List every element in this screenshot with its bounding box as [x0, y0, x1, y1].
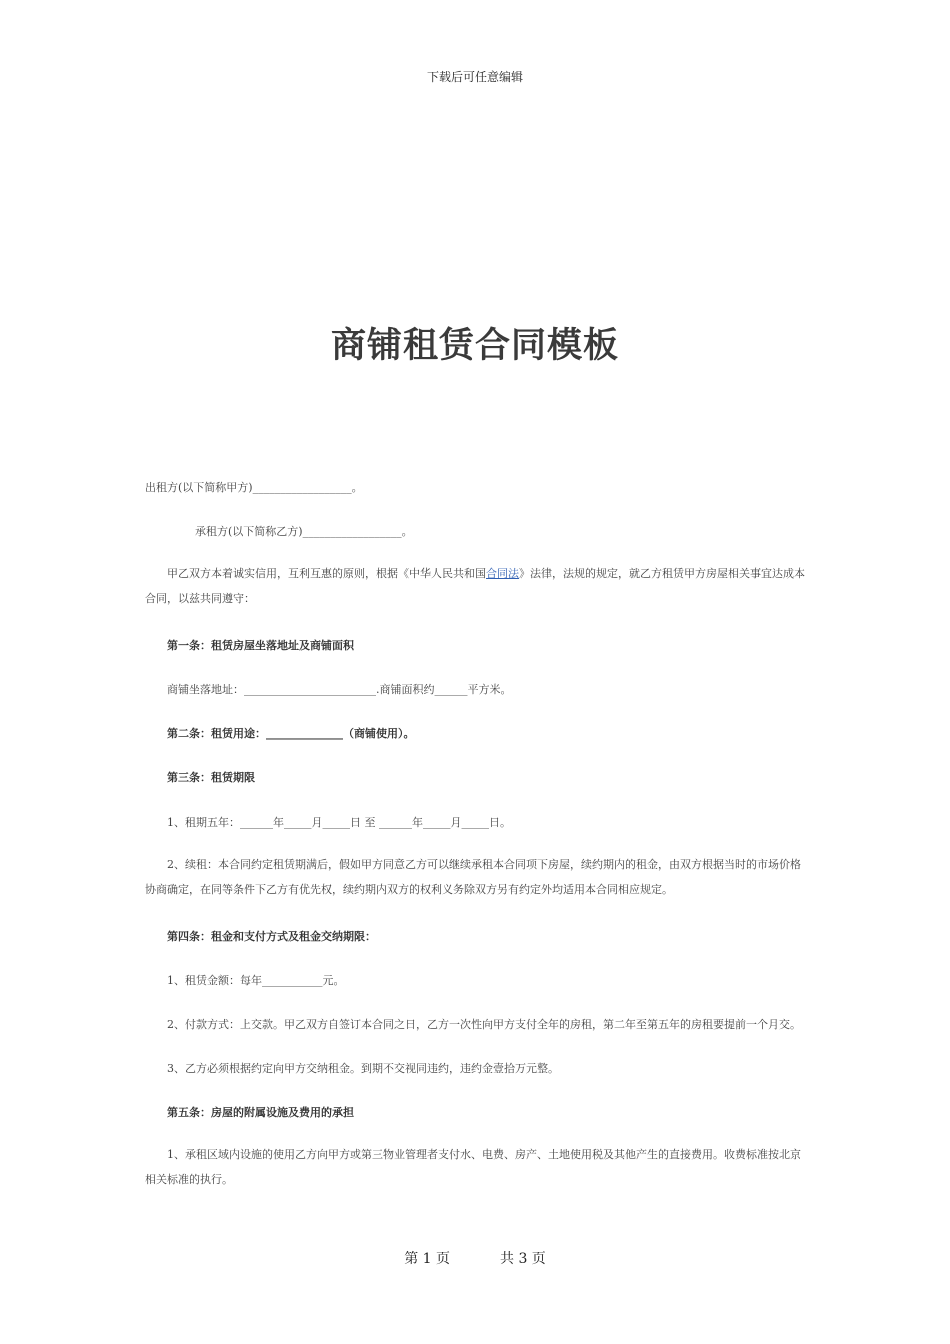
article4-penalty-line: 3、乙方必须根据约定向甲方交纳租金。到期不交视同违约，违约金壹拾万元整。: [167, 1062, 559, 1075]
header-note: 下载后可任意编辑: [426, 70, 523, 84]
article5-facilities-paragraph: 1、承租区域内设施的使用乙方向甲方或第三物业管理者支付水、电费、房产、土地使用税及其他产生的直接费用。收费标准按北京相关标准的执行。: [145, 1148, 801, 1186]
document-title: 商铺租赁合同模板: [330, 325, 619, 366]
article5-heading: 第五条：房屋的附属设施及费用的承担: [167, 1106, 354, 1119]
article3-heading: 第三条：租赁期限: [167, 771, 255, 784]
article4-rent-line: 1、租赁金额：每年___________元。: [167, 974, 345, 987]
article3-renewal-paragraph: 2、续租：本合同约定租赁期满后，假如甲方同意乙方可以继续承租本合同项下房屋，续约期内的租金，由双方根据当时的市场价格协商确定，在同等条件下乙方有优先权，续约期内双方的权利义务除双方另有约定外均适用本合同相应规定。: [145, 858, 801, 896]
article2-heading: 第二条：租赁用途：______________（商铺使用）。: [167, 727, 415, 740]
preamble-text-end: 》法律，法规的规定，就乙方租赁甲方房屋相关事宜达成本合同，以兹共同遵守：: [145, 567, 805, 605]
article3-term-line: 1、租期五年：______年_____月_____日 至 ______年_____月_____日。: [167, 816, 511, 829]
article1-address-line: 商铺坐落地址：________________________.商铺面积约______平方米。: [167, 683, 512, 696]
page-number: 第 1 页: [404, 1251, 450, 1267]
lessee-line: 承租方(以下简称乙方)__________________。: [195, 525, 413, 538]
preamble-paragraph: [145, 561, 807, 611]
page-footer: [0, 1248, 950, 1268]
article4-payment-line: 2、付款方式：上交款。甲乙双方自签订本合同之日，乙方一次性向甲方支付全年的房租，第二年至第五年的房租要提前一个月交。: [167, 1018, 801, 1031]
article4-heading: 第四条：租金和支付方式及租金交纳期限：: [167, 930, 376, 943]
contract-law-link[interactable]: 合同法: [486, 567, 519, 580]
page-total: 共 3 页: [500, 1251, 546, 1267]
preamble-text-start: 甲乙双方本着诚实信用，互利互惠的原则，根据《中华人民共和国: [167, 567, 486, 580]
lessor-line: 出租方(以下简称甲方)__________________。: [145, 481, 363, 494]
article1-heading: 第一条：租赁房屋坐落地址及商铺面积: [167, 639, 354, 652]
